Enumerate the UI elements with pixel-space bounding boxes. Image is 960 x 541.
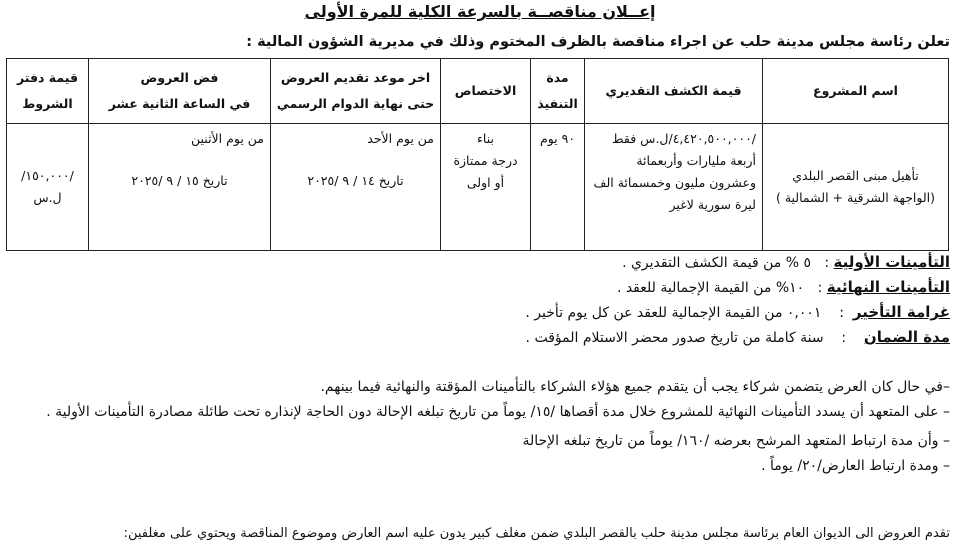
cell-estimate: /٤,٤٢٠,٥٠٠,٠٠٠/ل.س فقط أربعة مليارات وأربعمائة وعشرون مليون وخمسمائة الف ليرة سورية لاغير <box>585 124 763 251</box>
note-partners: –في حال كان العرض يتضمن شركاء يجب أن يتقدم جميع هؤلاء الشركاء بالتأمينات المؤقتة والنهائية فيما بينهم. <box>320 379 950 395</box>
fee-initial-guarantee: التأمينات الأولية : ٥ % من قيمة الكشف التقديري . <box>622 253 950 271</box>
table-row <box>7 124 949 251</box>
cell-opening: من يوم الأثنين تاريخ ١٥ / ٩ /٢٠٢٥ <box>89 124 271 251</box>
tender-table <box>6 58 949 251</box>
cell-duration: ٩٠ يوم <box>531 124 585 251</box>
fee-delay-penalty: غرامة التأخير : ٠,٠٠١ من القيمة الإجمالية للعقد عن كل يوم تأخير . <box>525 303 950 321</box>
announcement-intro: تعلن رئاسة مجلس مدينة حلب عن اجراء مناقصة بالظرف المختوم وذلك في مديرية الشؤون المالية : <box>246 34 950 50</box>
announcement-title: إعــلان مناقصــة بالسرعة الكلية للمرة الأولى <box>304 2 656 21</box>
header-specialty: الاختصاص <box>441 59 531 124</box>
note-final-guarantee-deadline: – على المتعهد أن يسدد التأمينات النهائية للمشروع خلال مدة أقصاها /١٥/ يوماً من تاريخ تبلغه الإحالة دون الحاجة لإنذاره تحت طائلة مصادرة التأمينات الأولية . <box>46 404 950 420</box>
notes-section <box>10 375 950 479</box>
fee-final-guarantee: التأمينات النهائية : ١٠% من القيمة الإجمالية للعقد . <box>616 278 950 296</box>
header-project: اسم المشروع <box>763 59 949 124</box>
note-bidder-commitment: – وأن مدة ارتباط المتعهد المرشح بعرضه /١٦٠/ يوماً من تاريخ تبلغه الإحالة <box>522 433 950 449</box>
header-booklet: قيمة دفتر الشروط <box>7 59 89 124</box>
cell-deadline: من يوم الأحد تاريخ ١٤ / ٩ /٢٠٢٥ <box>271 124 441 251</box>
cell-specialty: بناء درجة ممتازة أو اولى <box>441 124 531 251</box>
note-offer-commitment: – ومدة ارتباط العارض/٢٠/ يوماً . <box>761 458 950 474</box>
table-header-row <box>7 59 949 124</box>
fees-section <box>10 250 950 350</box>
header-estimate: قيمة الكشف التقديري <box>585 59 763 124</box>
fee-warranty-period: مدة الضمان : سنة كاملة من تاريخ صدور محضر الاستلام المؤقت . <box>525 328 950 346</box>
cell-project: تأهيل مبنى القصر البلدي (الواجهة الشرقية + الشمالية ) <box>763 124 949 251</box>
header-opening: فض العروض في الساعة الثانية عشر <box>89 59 271 124</box>
header-duration: مدة التنفيذ <box>531 59 585 124</box>
header-deadline: اخر موعد تقديم العروض حتى نهاية الدوام الرسمي <box>271 59 441 124</box>
cell-booklet: /١٥٠,٠٠٠/ل.س <box>7 124 89 251</box>
footer-cut-line: تقدم العروض الى الديوان العام برئاسة مجلس مدينة حلب بالقصر البلدي ضمن مغلف كبير يدون عليه اسم العارض وموضوع المناقصة ويحتوي على مغلفين: <box>123 526 950 541</box>
